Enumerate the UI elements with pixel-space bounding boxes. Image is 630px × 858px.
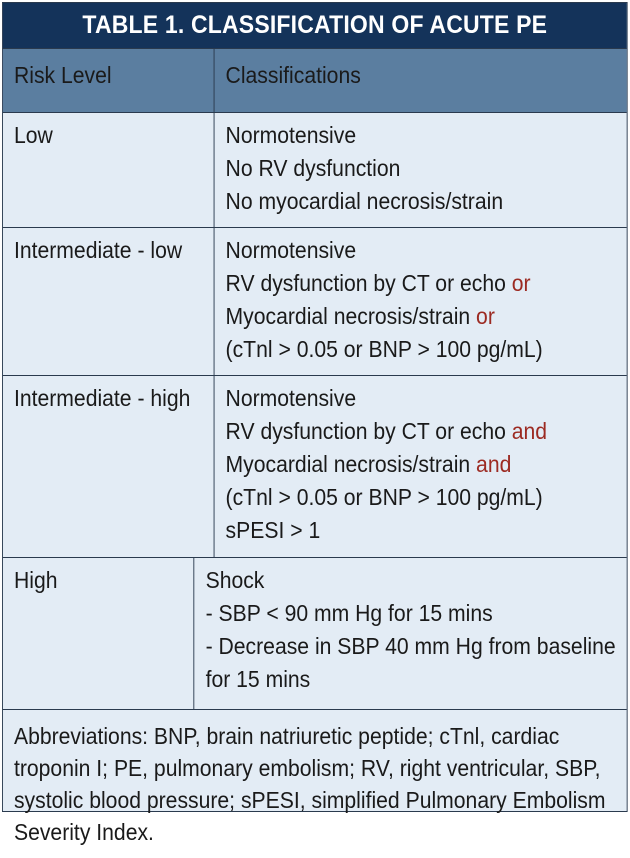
abbreviations-footnote: Abbreviations: BNP, brain natriuretic peptide; cTnl, cardiac troponin I; PE, pulmonary embolism; RV, right ventricular, SBP, systolic blood pressure; sPESI, simplified Pulmonary Embolism Severity Index.: [13, 723, 606, 845]
classification-line: sPESI > 1: [225, 517, 321, 543]
classification-line: No myocardial necrosis/strain: [225, 188, 504, 214]
classification-line: No RV dysfunction: [225, 155, 401, 181]
conjunction-and: and: [476, 451, 512, 477]
classification-line: Normotensive: [225, 122, 357, 148]
classification-cell: [215, 228, 627, 375]
table-row: [3, 376, 627, 558]
classification-cell: [215, 113, 627, 227]
table-header-row: [3, 49, 627, 113]
classification-line: RV dysfunction by CT or echo or: [225, 270, 531, 296]
classification-line: Myocardial necrosis/strain or: [225, 303, 495, 329]
classification-line: for 15 mins: [205, 666, 311, 692]
classification-line: Normotensive: [225, 237, 357, 263]
classification-cell: [195, 558, 627, 709]
conjunction-and: and: [511, 418, 548, 444]
classification-line: Normotensive: [225, 385, 357, 411]
table-title: TABLE 1. CLASSIFICATION OF ACUTE PE: [3, 3, 627, 49]
risk-level-cell: High: [3, 558, 195, 709]
table-row: [3, 228, 627, 376]
classification-line: (cTnl > 0.05 or BNP > 100 pg/mL): [225, 336, 543, 362]
conjunction-or: or: [511, 270, 531, 296]
classification-line: Shock: [205, 567, 265, 593]
conjunction-or: or: [476, 303, 495, 329]
classification-line: - SBP < 90 mm Hg for 15 mins: [205, 600, 493, 626]
header-classifications: Classifications: [225, 62, 361, 88]
header-risk-level: Risk Level: [3, 49, 215, 112]
classification-line: Myocardial necrosis/strain and: [225, 451, 512, 477]
classification-cell: [215, 376, 627, 557]
classification-line: RV dysfunction by CT or echo and: [225, 418, 548, 444]
risk-level-cell: Low: [3, 113, 215, 227]
risk-level-cell: Intermediate - high: [3, 376, 215, 557]
risk-level-cell: Intermediate - low: [3, 228, 215, 375]
classification-line: (cTnl > 0.05 or BNP > 100 pg/mL): [225, 484, 543, 510]
classification-table: [2, 2, 628, 845]
table-row: [3, 113, 627, 228]
classification-line: - Decrease in SBP 40 mm Hg from baseline: [205, 633, 616, 659]
table-row: [3, 558, 627, 710]
